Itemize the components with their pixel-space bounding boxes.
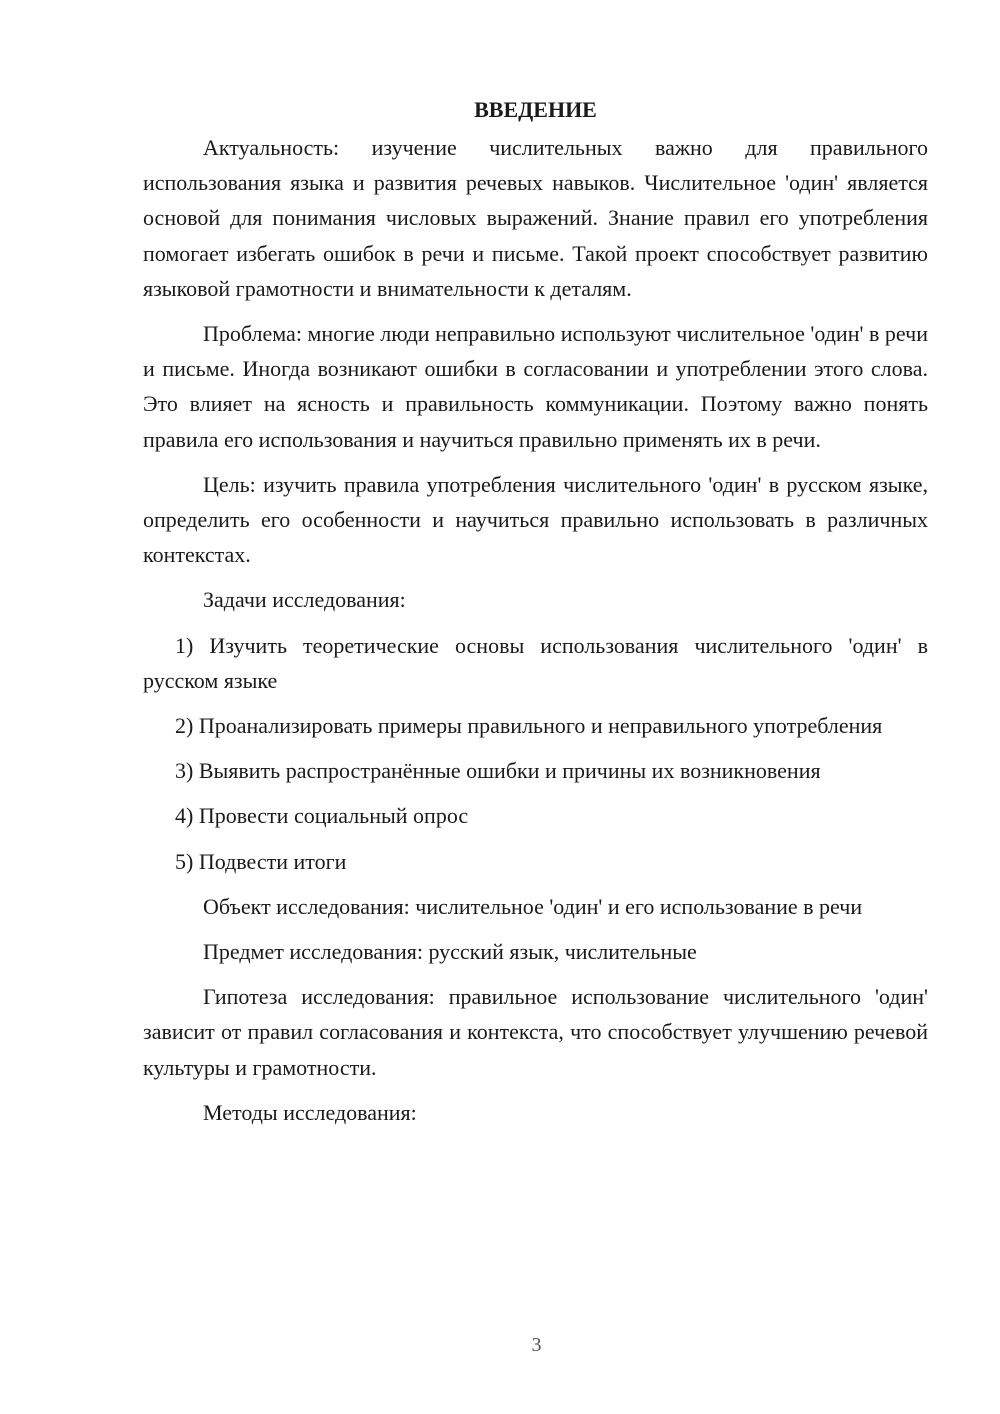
page-number: 3 <box>531 1334 542 1356</box>
methods-title: Методы исследования: <box>203 1099 417 1125</box>
object-paragraph: Объект исследования: числительное 'один' и его использование в речи <box>203 893 863 919</box>
tasks-title: Задачи исследования: <box>203 587 406 613</box>
task-item-3: 3) Выявить распространённые ошибки и причины их возникновения <box>175 758 821 784</box>
task-item-4: 4) Провести социальный опрос <box>175 803 469 829</box>
task-item-5: 5) Подвести итоги <box>175 848 347 874</box>
section-heading: ВВЕДЕНИЕ <box>474 97 597 122</box>
subject-paragraph: Предмет исследования: русский язык, числительные <box>203 939 697 965</box>
task-item-2: 2) Проанализировать примеры правильного и неправильного употребления <box>175 713 883 739</box>
goal-paragraph: Цель: изучить правила употребления числительного 'один' в русском языке, определить его особенности и научиться правильно использовать в различных контекстах. <box>143 471 928 568</box>
problem-paragraph: Проблема: многие люди неправильно используют числительное 'один' в речи и письме. Иногда возникают ошибки в согласовании и употреблении этого слова. Это влияет на ясность и правильность коммуникации. Поэтому важно понять правила его использования и научиться правильно применять их в речи. <box>143 321 928 452</box>
document-page <box>143 92 928 1140</box>
task-item-1: 1) Изучить теоретические основы использования числительного 'один' в русском языке <box>143 632 928 693</box>
relevance-paragraph: Актуальность: изучение числительных важно для правильного использования языка и развития речевых навыков. Числительное 'один' является основой для понимания числовых выражений. Знание правил его употребления помогает избегать ошибок в речи и письме. Такой проект способствует развитию языковой грамотности и внимательности к деталям. <box>143 135 928 301</box>
hypothesis-paragraph: Гипотеза исследования: правильное использование числительного 'один' зависит от правил согласования и контекста, что способствует улучшению речевой культуры и грамотности. <box>143 984 928 1080</box>
